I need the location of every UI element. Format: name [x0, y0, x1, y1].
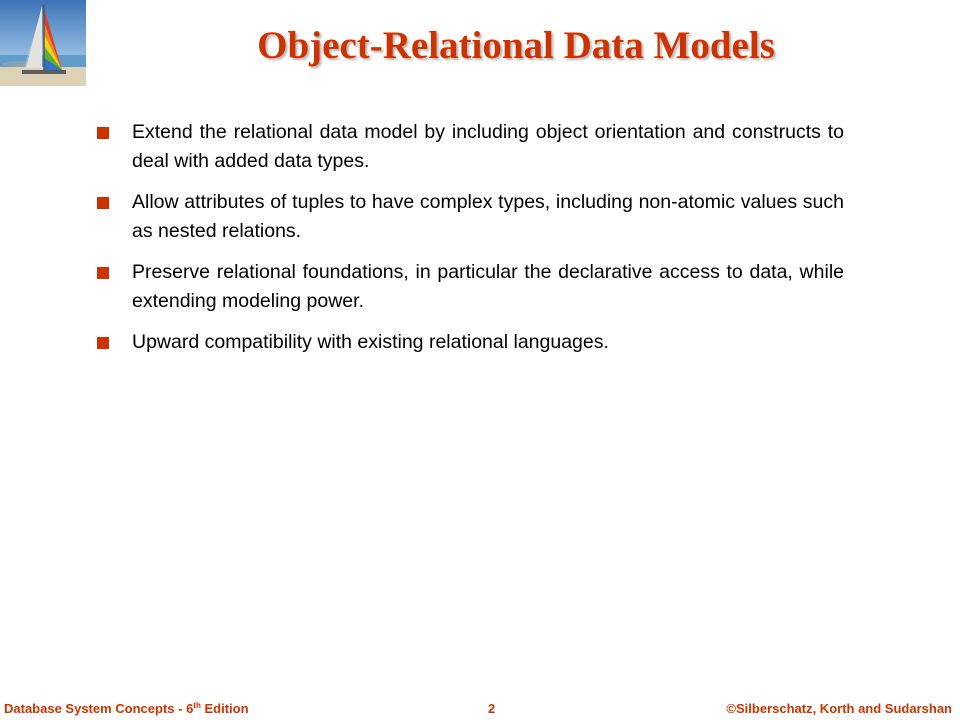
bullet-item — [96, 188, 844, 246]
bullet-item — [96, 328, 844, 357]
sailboat-logo-icon — [0, 0, 86, 86]
footer-edition-suffix: Edition — [200, 701, 249, 716]
bullet-item — [96, 118, 844, 176]
bullet-text: Preserve relational foundations, in particular the declarative access to data, while extending modeling power. — [132, 261, 844, 312]
bullet-text: Upward compatibility with existing relational languages. — [132, 331, 609, 353]
square-bullet-icon — [97, 127, 109, 139]
bullet-list — [96, 118, 844, 369]
bullet-item — [96, 258, 844, 316]
slide-footer — [0, 698, 960, 720]
square-bullet-icon — [97, 337, 109, 349]
footer-book-title — [4, 701, 249, 716]
footer-edition-superscript: th — [193, 701, 201, 710]
square-bullet-icon — [97, 197, 109, 209]
bullet-text: Extend the relational data model by including object orientation and constructs to deal with added data types. — [132, 121, 844, 172]
slide-title: Object-Relational Data Models — [257, 24, 775, 67]
bullet-text: Allow attributes of tuples to have complex types, including non-atomic values such as nested relations. — [132, 191, 844, 242]
page-number: 2 — [488, 701, 496, 716]
footer-copyright: ©Silberschatz, Korth and Sudarshan — [726, 701, 952, 716]
footer-book-title-main: Database System Concepts - 6 — [4, 701, 194, 716]
square-bullet-icon — [97, 267, 109, 279]
